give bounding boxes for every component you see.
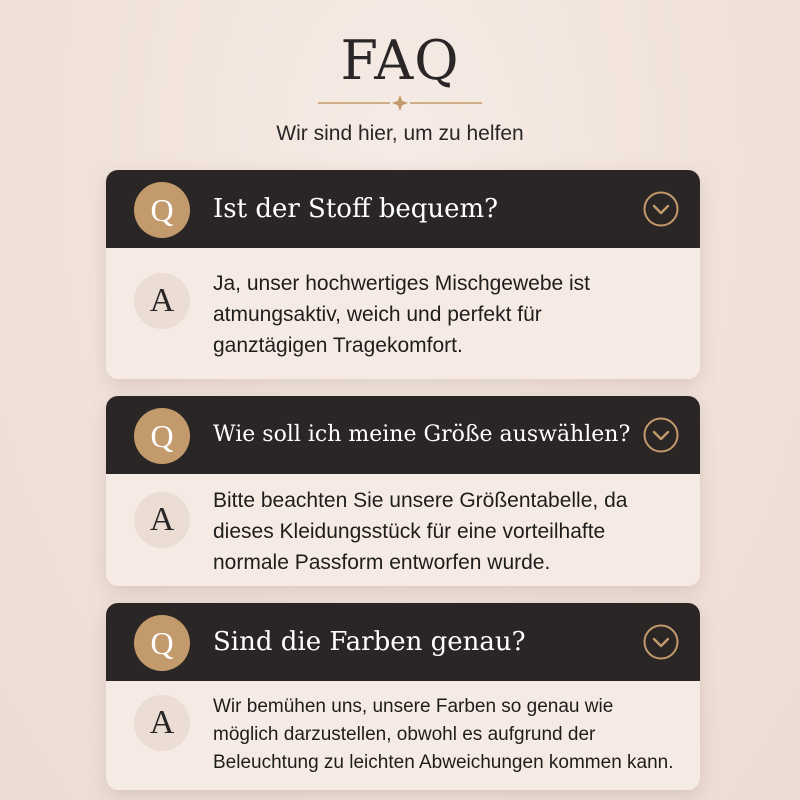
answer-line: Ja, unser hochwertiges Mischgewebe ist xyxy=(213,272,591,295)
q-badge: Q xyxy=(134,408,190,464)
q-badge: Q xyxy=(134,615,190,671)
diamond-star-icon xyxy=(392,95,408,111)
answer-line: normale Passform entworfen wurde. xyxy=(213,551,551,574)
faq-question: Sind die Farben genau? xyxy=(213,627,526,657)
faq-item xyxy=(106,396,700,586)
answer-line: Wir bemühen uns, unsere Farben so genau wie xyxy=(213,696,614,717)
faq-answer-text xyxy=(213,268,590,361)
faq-answer-text xyxy=(213,485,627,578)
a-badge: A xyxy=(134,492,190,548)
answer-line: Bitte beachten Sie unsere Größentabelle, da xyxy=(213,489,628,512)
faq-answer xyxy=(106,681,700,790)
faq-question: Ist der Stoff bequem? xyxy=(213,194,499,224)
answer-line: ganztägigen Tragekomfort. xyxy=(213,334,463,357)
page-title: FAQ xyxy=(340,29,460,92)
a-badge: A xyxy=(134,273,190,329)
faq-question: Wie soll ich meine Größe auswählen? xyxy=(213,422,631,447)
a-badge: A xyxy=(134,695,190,751)
chevron-down-circle-icon[interactable] xyxy=(643,417,679,453)
faq-answer-text xyxy=(213,693,674,777)
faq-answer xyxy=(106,248,700,379)
answer-line: Beleuchtung zu leichten Abweichungen kommen kann. xyxy=(213,752,674,773)
page-subtitle: Wir sind hier, um zu helfen xyxy=(276,122,524,145)
answer-line: atmungsaktiv, weich und perfekt für xyxy=(213,303,542,326)
faq-question-toggle[interactable] xyxy=(106,396,700,474)
chevron-down-circle-icon[interactable] xyxy=(643,191,679,227)
faq-header xyxy=(0,0,800,160)
chevron-down-circle-icon[interactable] xyxy=(643,624,679,660)
faq-answer xyxy=(106,474,700,586)
faq-item xyxy=(106,170,700,379)
faq-item xyxy=(106,603,700,790)
q-badge: Q xyxy=(134,182,190,238)
answer-line: dieses Kleidungsstück für eine vorteilhafte xyxy=(213,520,606,543)
faq-question-toggle[interactable] xyxy=(106,603,700,681)
divider-ornament xyxy=(318,94,482,112)
faq-question-toggle[interactable] xyxy=(106,170,700,248)
answer-line: möglich darzustellen, obwohl es aufgrund der xyxy=(213,724,596,745)
